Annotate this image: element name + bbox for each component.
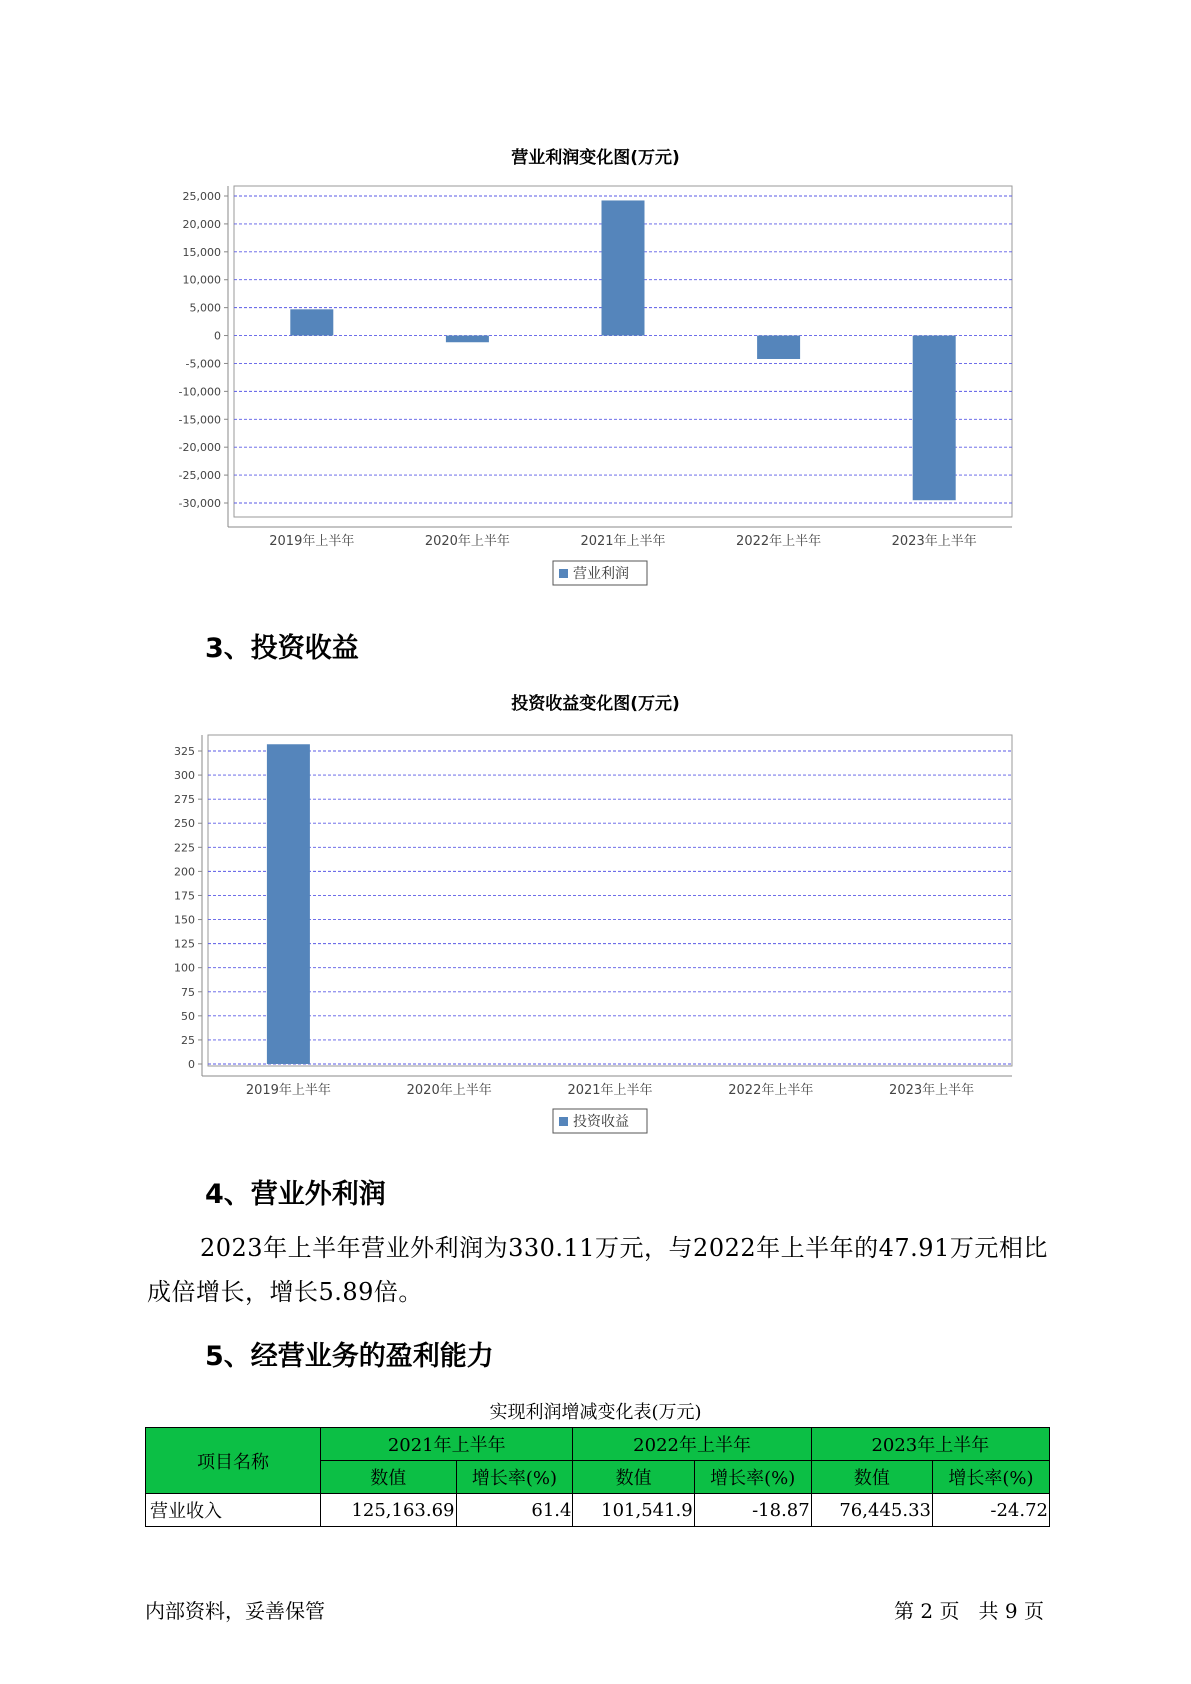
x-tick-label: 2020年上半年 xyxy=(424,534,510,549)
y-tick-label: 150 xyxy=(174,913,195,927)
y-tick-label: 250 xyxy=(174,817,195,831)
y-tick-label: -15,000 xyxy=(178,413,221,427)
y-tick-label: 25 xyxy=(181,1033,195,1047)
period-header: 2023年上半年 xyxy=(811,1428,1049,1461)
bar xyxy=(267,744,310,1064)
y-tick-label: 15,000 xyxy=(182,245,221,259)
y-tick-label: 275 xyxy=(174,793,195,807)
footer-page-number: 第 2 页 共 9 页 xyxy=(894,1599,1044,1623)
y-tick-label: -20,000 xyxy=(178,441,221,455)
value-subheader: 数值 xyxy=(573,1461,694,1494)
cell-value: 101,541.9 xyxy=(573,1494,694,1527)
x-tick-label: 2019年上半年 xyxy=(269,534,355,549)
rate-subheader: 增长率(%) xyxy=(456,1461,573,1494)
x-tick-label: 2023年上半年 xyxy=(891,534,977,549)
y-tick-label: -30,000 xyxy=(178,497,221,510)
y-tick-label: 50 xyxy=(181,1009,195,1023)
period-header: 2022年上半年 xyxy=(573,1428,811,1461)
y-tick-label: -5,000 xyxy=(185,357,221,371)
rate-subheader: 增长率(%) xyxy=(932,1461,1049,1494)
x-tick-label: 2023年上半年 xyxy=(889,1083,975,1098)
value-subheader: 数值 xyxy=(321,1461,457,1494)
item-name-header: 项目名称 xyxy=(146,1428,321,1494)
plot-area xyxy=(208,735,1012,1066)
y-tick-label: 175 xyxy=(174,889,195,903)
y-tick-label: 5,000 xyxy=(189,301,221,315)
y-tick-label: 0 xyxy=(188,1058,195,1071)
table-caption: 实现利润增减变化表(万元) xyxy=(489,1402,702,1423)
x-tick-label: 2020年上半年 xyxy=(406,1083,492,1098)
y-tick-label: 125 xyxy=(174,937,195,951)
y-tick-label: 10,000 xyxy=(182,273,221,287)
x-tick-label: 2021年上半年 xyxy=(580,534,666,549)
y-tick-label: -10,000 xyxy=(178,385,221,399)
cell-rate: -18.87 xyxy=(694,1494,811,1527)
section4-heading: 4、营业外利润 xyxy=(205,1179,386,1210)
section5-heading: 5、经营业务的盈利能力 xyxy=(205,1341,494,1372)
y-tick-label: 75 xyxy=(181,985,195,999)
y-tick-label: 300 xyxy=(174,769,195,783)
cell-value: 76,445.33 xyxy=(811,1494,932,1527)
cell-rate: -24.72 xyxy=(932,1494,1049,1527)
y-tick-label: 200 xyxy=(174,865,195,879)
legend-swatch xyxy=(559,1117,568,1126)
x-tick-label: 2022年上半年 xyxy=(736,534,822,549)
cell-rate: 61.4 xyxy=(456,1494,573,1527)
rate-subheader: 增长率(%) xyxy=(694,1461,811,1494)
y-tick-label: 0 xyxy=(214,329,221,343)
y-tick-label: 325 xyxy=(174,745,195,758)
table-row xyxy=(146,1494,1050,1527)
footer-confidential: 内部资料，妥善保管 xyxy=(145,1599,325,1623)
y-tick-label: 225 xyxy=(174,841,195,855)
x-tick-label: 2022年上半年 xyxy=(728,1083,814,1098)
chart1-title: 营业利润变化图(万元) xyxy=(511,148,680,168)
value-subheader: 数值 xyxy=(811,1461,932,1494)
cell-value: 125,163.69 xyxy=(321,1494,457,1527)
x-tick-label: 2021年上半年 xyxy=(567,1083,653,1098)
profit-change-table xyxy=(145,1427,1050,1527)
legend-label: 营业利润 xyxy=(573,566,629,582)
chart2-title: 投资收益变化图(万元) xyxy=(511,694,680,714)
x-tick-label: 2019年上半年 xyxy=(245,1083,331,1098)
y-tick-label: 100 xyxy=(174,961,195,975)
legend-label: 投资收益 xyxy=(573,1114,629,1130)
section4-paragraph: 2023年上半年营业外利润为330.11万元，与2022年上半年的47.91万元相比成倍增长，增长5.89倍。 xyxy=(147,1234,1048,1306)
y-tick-label: 20,000 xyxy=(182,217,221,231)
y-tick-label: -25,000 xyxy=(178,469,221,483)
section3-heading: 3、投资收益 xyxy=(205,633,359,664)
row-name: 营业收入 xyxy=(146,1494,321,1527)
legend xyxy=(553,1109,647,1133)
y-tick-label: 25,000 xyxy=(182,190,221,203)
period-header: 2021年上半年 xyxy=(321,1428,573,1461)
